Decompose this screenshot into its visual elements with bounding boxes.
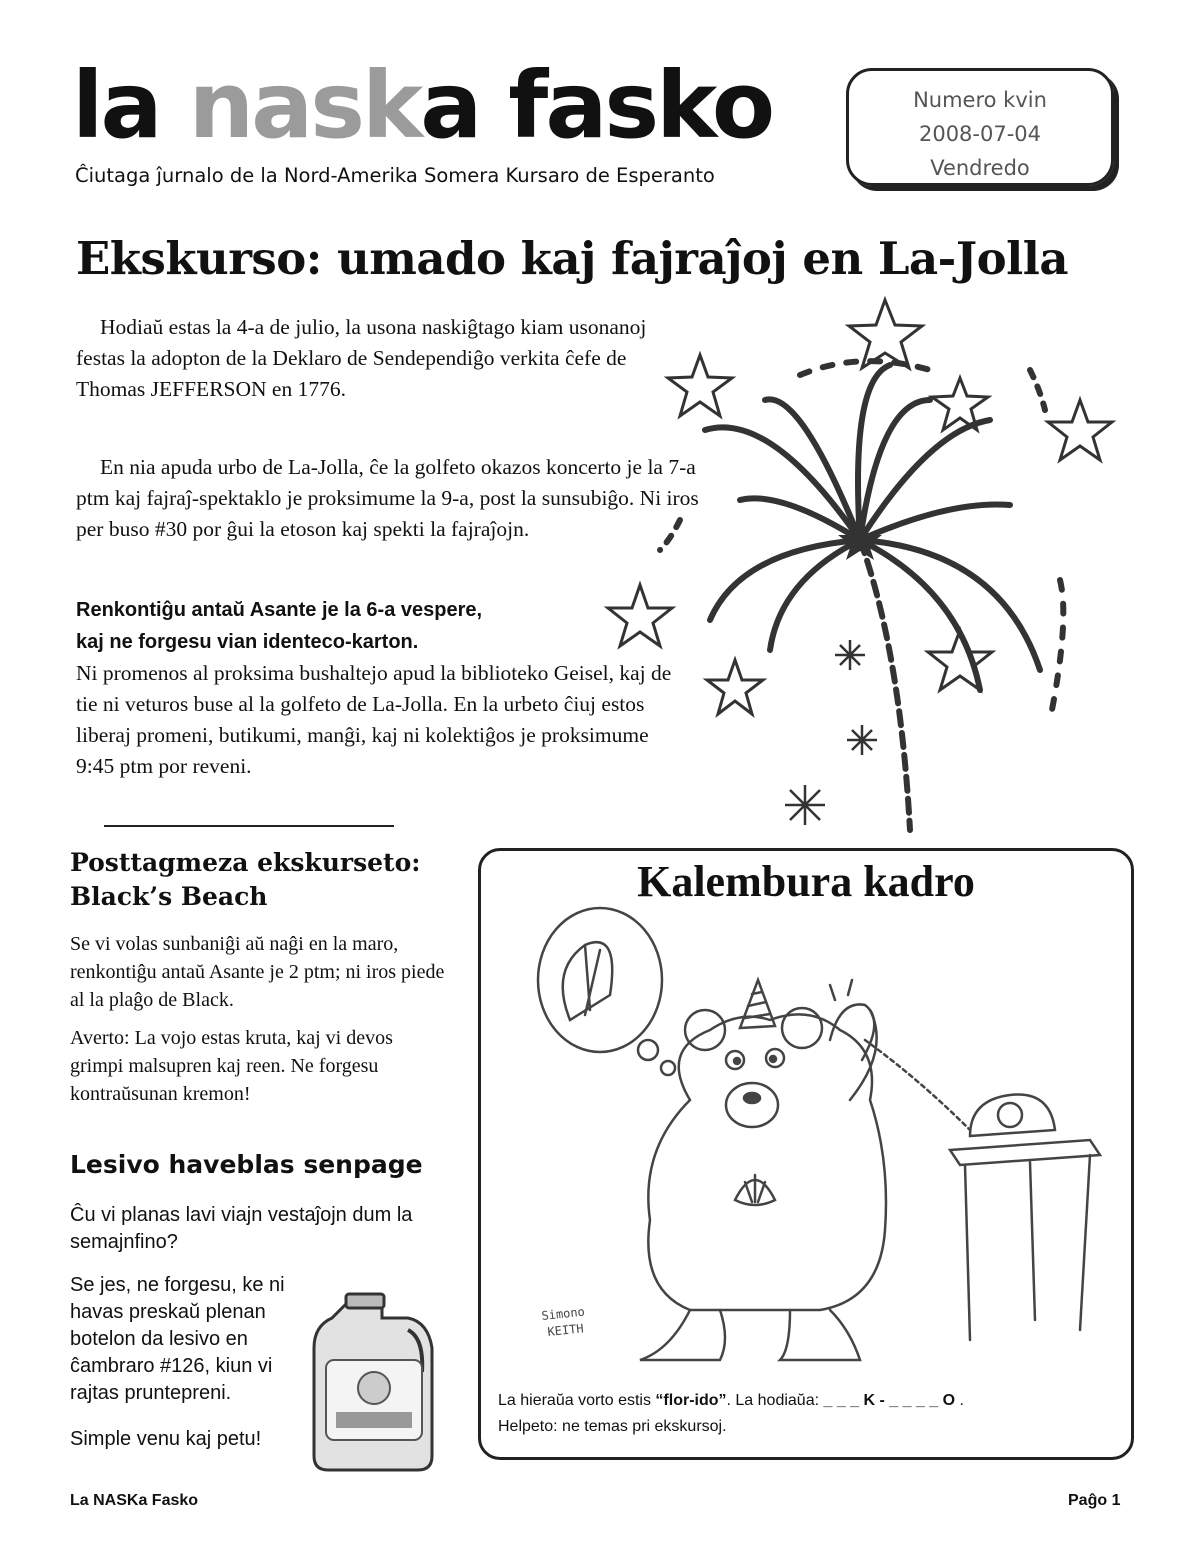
laundry-heading: Lesivo haveblas senpage — [70, 1150, 423, 1179]
laundry-paragraph-1: Ĉu vi planas lavi viajn vestaĵojn dum la semajnfino? — [70, 1204, 413, 1253]
footer-publication-name: La NASKa Fasko — [70, 1492, 199, 1509]
meeting-note-2: kaj ne forgesu vian identeco-karton. — [76, 631, 419, 653]
issue-number: Numero kvin — [913, 88, 1047, 112]
cartoon-signature-line-2: KEITH — [546, 1321, 585, 1339]
laundry-paragraph-2: Se jes, ne forgesu, ke ni havas preskaŭ plenan botelon da lesivo en ĉambraro #126, kiun vi rajtas pruntepreni. — [70, 1274, 285, 1404]
cartoon-caption: La hieraŭa vorto estis “flor-ido”. La hodiaŭa: _ _ _ K - _ _ _ _ O . — [498, 1392, 964, 1409]
title-part-afasko: a fasko — [420, 52, 773, 159]
side-article-heading: Posttagmeza ekskurseto: Black’s Beach — [70, 848, 421, 911]
issue-weekday: Vendredo — [930, 156, 1030, 180]
issue-box — [846, 68, 1114, 186]
bear-cartoon-illustration — [490, 900, 1120, 1380]
yesterday-word: “flor-ido” — [655, 1392, 727, 1409]
side-article-paragraph-2: Averto: La vojo estas kruta, kaj vi devos grimpi malsupren kaj reen. Ne forgesu kontraŭsunan kremon! — [70, 1027, 393, 1105]
fireworks-illustration — [600, 290, 1140, 840]
cartoon-title: Kalembura kadro — [637, 857, 975, 906]
main-headline: Ekskurso: umado kaj fajraĵoj en La-Jolla — [76, 232, 1069, 285]
footer-page-number: Paĝo 1 — [1068, 1492, 1121, 1509]
meeting-note-1: Renkontiĝu antaŭ Asante je la 6-a vespere, — [76, 599, 483, 621]
laundry-paragraph-3: Simple venu kaj petu! — [70, 1428, 262, 1450]
column-divider — [104, 825, 394, 827]
newspaper-title — [72, 52, 773, 159]
tagline: Ĉiutaga ĵurnalo de la Nord-Amerika Somera Kursaro de Esperanto — [75, 164, 715, 187]
cartoon-signature-line-1: Simono — [540, 1304, 586, 1323]
article-paragraph-1: Hodiaŭ estas la 4-a de julio, la usona naskiĝtago kiam usonanoj festas la adopton de la Deklaro de Sendependiĝo verkita ĉefe de Thomas JEFFERSON en 1776. — [76, 315, 647, 401]
issue-date: 2008-07-04 — [918, 122, 1042, 146]
cartoon-hint: Helpeto: ne temas pri ekskursoj. — [498, 1418, 727, 1435]
title-part-nask: nask — [188, 52, 421, 159]
title-part-la: la — [72, 52, 189, 159]
article-paragraph-3 — [76, 594, 676, 782]
article-paragraph-3-text: Ni promenos al proksima bushaltejo apud la biblioteko Geisel, kaj de tie ni veturos buse al la golfeto de La-Jolla. En la urbeto ĉiuj estos liberaj promeni, butikumi, manĝi, kaj ni kolektiĝos je proksimume 9:45 ptm por reveni. — [76, 661, 672, 778]
article-paragraph-2: En nia apuda urbo de La-Jolla, ĉe la golfeto okazos koncerto je la 7-a ptm kaj fajraĵ-spektaklo je proksimume la 9-a, post la sunsubiĝo. Ni iros per buso #30 por ĝui la etoson kaj spekti la fajraĵojn. — [76, 455, 699, 541]
today-puzzle: _ _ _ K - _ _ _ _ O — [823, 1392, 956, 1409]
side-article-paragraph-1: Se vi volas sunbaniĝi aŭ naĝi en la maro, renkontiĝu antaŭ Asante je 2 ptm; ni iros piede al la plaĝo de Black. — [70, 933, 445, 1011]
detergent-bottle-illustration — [308, 1290, 448, 1475]
